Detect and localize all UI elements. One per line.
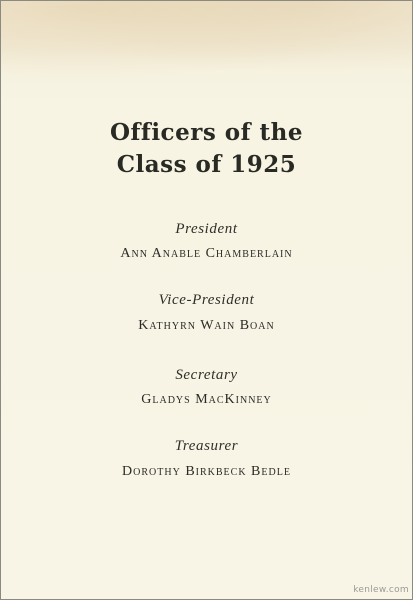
officer-role-vice-president: Vice-President <box>158 292 255 308</box>
officer-name-vice-president: Kathyrn Wain Boan <box>138 318 275 333</box>
officer-name-secretary: Gladys MacKinney <box>141 392 272 407</box>
officer-role-president: President <box>175 221 238 237</box>
page-title-line-2: Class of 1925 <box>116 151 297 178</box>
officer-role-treasurer: Treasurer <box>174 438 239 454</box>
officer-name-treasurer: Dorothy Birkbeck Bedle <box>122 464 291 479</box>
page-title-line-1: Officers of the <box>110 119 303 146</box>
watermark-text: kenlew.com <box>353 585 409 595</box>
officer-role-secretary: Secretary <box>175 367 238 383</box>
officer-name-president: Ann Anable Chamberlain <box>120 246 293 261</box>
